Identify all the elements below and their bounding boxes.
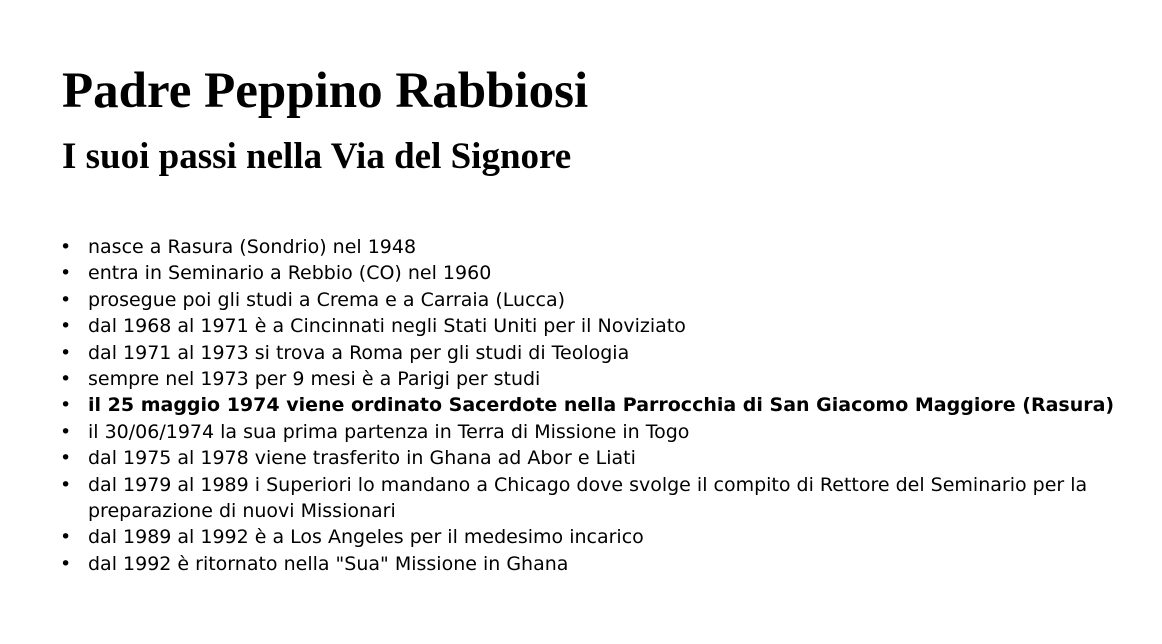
- page-title: Padre Peppino Rabbiosi: [62, 63, 589, 119]
- list-item: [60, 313, 1120, 339]
- list-item: [60, 392, 1120, 418]
- list-item: [60, 472, 1120, 525]
- bullet-icon: •: [60, 315, 72, 338]
- list-item-text: il 30/06/1974 la sua prima partenza in Terra di Missione in Togo: [88, 420, 690, 443]
- list-item: [60, 366, 1120, 392]
- bullet-icon: •: [60, 526, 72, 549]
- list-item: [60, 551, 1120, 577]
- bullet-icon: •: [60, 341, 72, 364]
- bullet-icon: •: [60, 368, 72, 391]
- bullet-icon: •: [60, 394, 72, 417]
- list-item-text: prosegue poi gli studi a Crema e a Carraia (Lucca): [88, 288, 566, 311]
- list-item: [60, 340, 1120, 366]
- list-item-text: dal 1971 al 1973 si trova a Roma per gli studi di Teologia: [88, 341, 630, 364]
- list-item-text: dal 1989 al 1992 è a Los Angeles per il medesimo incarico: [88, 526, 644, 549]
- list-item-text: nasce a Rasura (Sondrio) nel 1948: [88, 236, 417, 258]
- bullet-icon: •: [60, 420, 72, 443]
- bullet-icon: •: [60, 447, 72, 470]
- list-item: [60, 287, 1120, 313]
- bullet-icon: •: [60, 288, 72, 311]
- list-item-text: il 25 maggio 1974 viene ordinato Sacerdote nella Parrocchia di San Giacomo Maggiore (Rasura): [88, 394, 1115, 417]
- list-item: [60, 445, 1120, 471]
- list-item-text: dal 1992 è ritornato nella "Sua" Missione in Ghana: [88, 552, 569, 575]
- list-item-text: dal 1975 al 1978 viene trasferito in Ghana ad Abor e Liati: [88, 447, 636, 470]
- bullet-icon: •: [60, 552, 72, 575]
- list-item-text: entra in Seminario a Rebbio (CO) nel 1960: [88, 262, 492, 285]
- list-item-text: dal 1968 al 1971 è a Cincinnati negli Stati Uniti per il Noviziato: [88, 315, 686, 338]
- list-item-text: dal 1979 al 1989 i Superiori lo mandano a Chicago dove svolge il compito di Rettore del Seminario per la preparazione di nuovi Missionari: [88, 473, 1088, 523]
- bullet-icon: •: [60, 236, 72, 258]
- bullet-icon: •: [60, 262, 72, 285]
- page-subtitle: I suoi passi nella Via del Signore: [62, 136, 572, 177]
- list-item: [60, 260, 1120, 286]
- list-item-text: sempre nel 1973 per 9 mesi è a Parigi per studi: [88, 368, 541, 391]
- list-item: [60, 419, 1120, 445]
- list-item: [60, 234, 1120, 260]
- bullet-icon: •: [60, 473, 72, 496]
- list-item: [60, 524, 1120, 550]
- biography-list: [60, 234, 1120, 577]
